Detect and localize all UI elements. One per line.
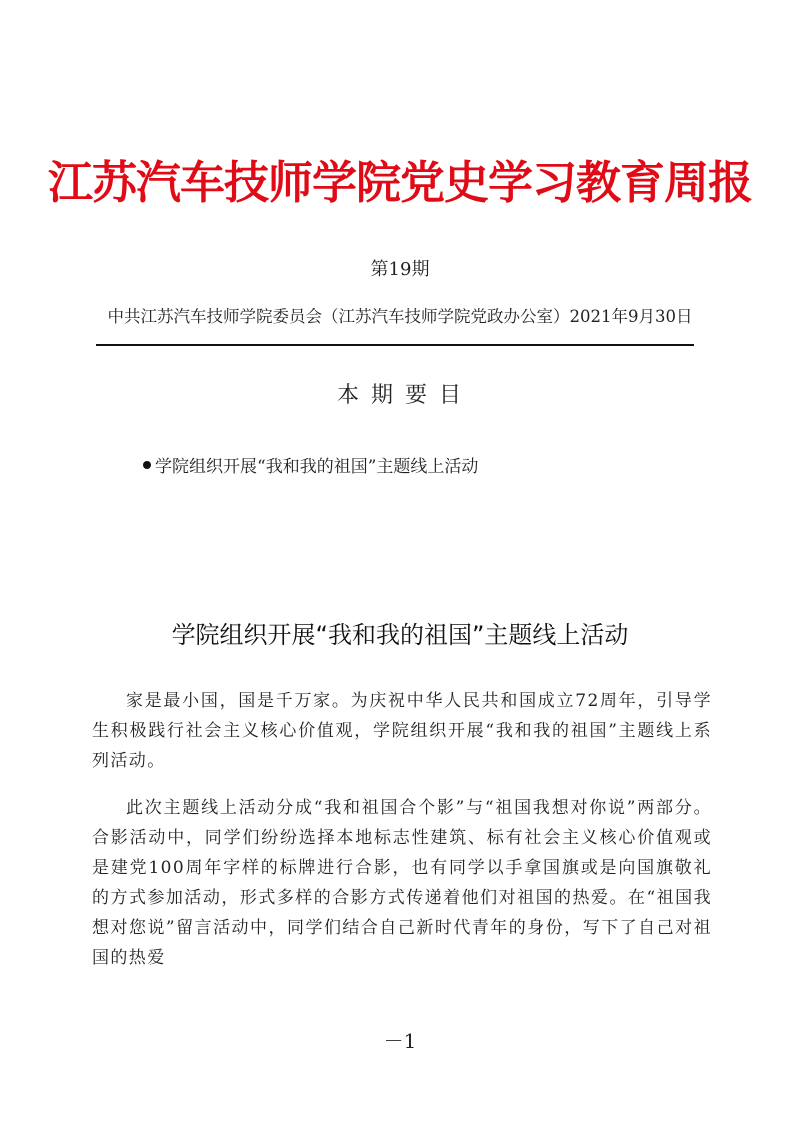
article-title: 学院组织开展“我和我的祖国”主题线上活动 [171, 621, 629, 649]
toc-heading: 本期要目 [336, 383, 473, 408]
publisher-line: 中共江苏汽车技师学院委员会（江苏汽车技师学院党政办公室）2021年9月30日 [107, 307, 693, 326]
page-number: －1 [383, 1029, 417, 1053]
issue-number: 第19期 [370, 259, 430, 280]
toc-item-label: 学院组织开展“我和我的祖国”主题线上活动 [155, 457, 479, 477]
article-paragraph: 家是最小国，国是千万家。为庆祝中华人民共和国成立72周年，引导学生积极践行社会主义核心价值观，学院组织开展“我和我的祖国”主题线上系列活动。 [92, 691, 712, 771]
article-body [92, 686, 712, 990]
toc-item [143, 452, 478, 477]
masthead-title: 江苏汽车技师学院党史学习教育周报 [47, 156, 752, 209]
bullet-icon [143, 461, 151, 469]
article-paragraph: 此次主题线上活动分成“我和祖国合个影”与“祖国我想对你说”两部分。合影活动中，同学们纷纷选择本地标志性建筑、标有社会主义核心价值观或是建党100周年字样的标牌进行合影，也有同学以手拿国旗或是向国旗敬礼的方式参加活动，形式多样的合影方式传递着他们对祖国的热爱。在“祖国我想对您说”留言活动中，同学们结合自己新时代青年的身份，写下了自己对祖国的热爱 [92, 798, 712, 968]
header-divider [96, 344, 694, 346]
